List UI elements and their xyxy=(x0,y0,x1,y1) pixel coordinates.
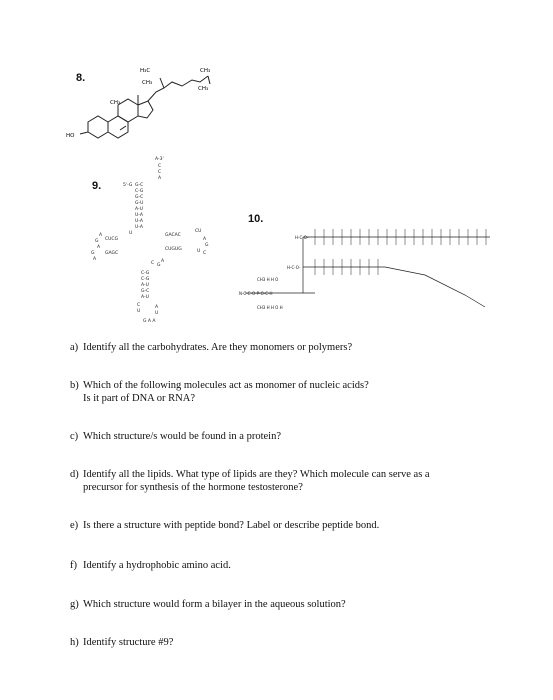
label-ch3-d: CH₃ xyxy=(198,86,209,92)
svg-text:G-C: G-C xyxy=(141,289,150,294)
question-h-text: Identify structure #9? xyxy=(83,637,174,648)
svg-text:A-U: A-U xyxy=(141,283,149,288)
question-d-text: Identify all the lipids. What type of lipids are they? Which molecule can serve as a xyxy=(83,469,430,480)
structure-number-10: 10. xyxy=(248,213,264,225)
svg-text:G-C: G-C xyxy=(135,183,144,188)
question-b-text: Which of the following molecules act as monomer of nucleic acids? xyxy=(83,380,369,391)
svg-text:U: U xyxy=(197,249,201,254)
question-a-text: Identify all the carbohydrates. Are they monomers or polymers? xyxy=(83,342,353,353)
question-b xyxy=(70,379,369,405)
svg-text:N-C-C-O-P-O-C-H: N-C-C-O-P-O-C-H xyxy=(239,291,273,296)
svg-text:GAGC: GAGC xyxy=(105,251,119,256)
svg-text:A: A xyxy=(203,237,207,242)
svg-text:U: U xyxy=(155,311,159,316)
svg-text:H-C-O-: H-C-O- xyxy=(295,235,309,240)
svg-text:C: C xyxy=(203,251,207,256)
svg-text:C-G: C-G xyxy=(141,277,150,282)
question-h-letter: h) xyxy=(70,637,79,648)
svg-text:A-3': A-3' xyxy=(155,157,164,162)
svg-text:C-G: C-G xyxy=(141,271,150,276)
svg-text:CH3 H H O: CH3 H H O xyxy=(257,277,279,282)
lipid-structure-10 xyxy=(225,215,500,325)
question-g-letter: g) xyxy=(70,599,79,610)
question-c xyxy=(70,430,281,443)
svg-text:A: A xyxy=(155,305,159,310)
svg-text:A: A xyxy=(161,259,165,264)
svg-text:U-A: U-A xyxy=(135,225,143,230)
question-e-text: Is there a structure with peptide bond? Label or describe peptide bond. xyxy=(83,520,380,531)
question-c-letter: c) xyxy=(70,431,79,442)
svg-text:CUCG: CUCG xyxy=(105,237,119,242)
question-e xyxy=(70,519,379,532)
svg-text:A-U: A-U xyxy=(135,207,143,212)
label-h3c: H₃C xyxy=(140,68,151,74)
question-f-letter: f) xyxy=(70,560,77,571)
svg-text:U: U xyxy=(137,309,141,314)
structure-number-8: 8. xyxy=(76,72,86,84)
svg-text:G-U: G-U xyxy=(135,201,144,206)
svg-text:U: U xyxy=(129,231,133,236)
svg-text:H-C-O-: H-C-O- xyxy=(287,265,301,270)
svg-text:5'-G: 5'-G xyxy=(123,183,133,188)
label-ch3-a: CH₃ xyxy=(110,100,121,106)
svg-text:A-U: A-U xyxy=(141,295,149,300)
svg-text:C: C xyxy=(151,261,155,266)
question-d xyxy=(70,468,430,494)
label-ho: HO xyxy=(66,133,75,139)
svg-text:C-G: C-G xyxy=(135,189,144,194)
steroid-structure-8 xyxy=(60,60,230,140)
question-h xyxy=(70,636,173,649)
svg-text:C: C xyxy=(158,164,162,169)
svg-text:CH3 H H O H: CH3 H H O H xyxy=(257,305,283,310)
question-c-text: Which structure/s would be found in a protein? xyxy=(83,431,281,442)
svg-text:U-A: U-A xyxy=(135,213,143,218)
svg-text:C: C xyxy=(158,170,162,175)
question-d-letter: d) xyxy=(70,469,79,480)
svg-text:A: A xyxy=(93,257,97,262)
svg-text:CU: CU xyxy=(195,229,202,234)
svg-text:G A A: G A A xyxy=(143,319,156,324)
question-b-text-2: Is it part of DNA or RNA? xyxy=(83,393,195,404)
svg-text:G: G xyxy=(205,243,209,248)
svg-text:GACAC: GACAC xyxy=(165,233,181,238)
question-d-text-2: precursor for synthesis of the hormone testosterone? xyxy=(83,482,303,493)
svg-text:G: G xyxy=(157,263,161,268)
question-b-letter: b) xyxy=(70,380,79,391)
question-e-letter: e) xyxy=(70,520,79,531)
question-a xyxy=(70,341,352,354)
svg-text:A: A xyxy=(99,233,103,238)
trna-structure-9 xyxy=(85,150,235,330)
question-f-text: Identify a hydrophobic amino acid. xyxy=(83,560,231,571)
label-ch3-b: CH₃ xyxy=(142,80,153,86)
svg-text:A: A xyxy=(158,176,162,181)
svg-text:U-A: U-A xyxy=(135,219,143,224)
svg-text:G: G xyxy=(91,251,95,256)
question-g-text: Which structure would form a bilayer in the aqueous solution? xyxy=(83,599,346,610)
svg-text:C: C xyxy=(137,303,141,308)
svg-text:CUGUG: CUGUG xyxy=(165,247,182,252)
question-a-letter: a) xyxy=(70,342,79,353)
svg-text:G: G xyxy=(95,239,99,244)
question-g xyxy=(70,598,346,611)
label-ch3-c: CH₃ xyxy=(200,68,211,74)
structure-number-9: 9. xyxy=(92,180,102,192)
svg-text:G-C: G-C xyxy=(135,195,144,200)
question-f xyxy=(70,559,231,572)
svg-text:A: A xyxy=(97,245,101,250)
